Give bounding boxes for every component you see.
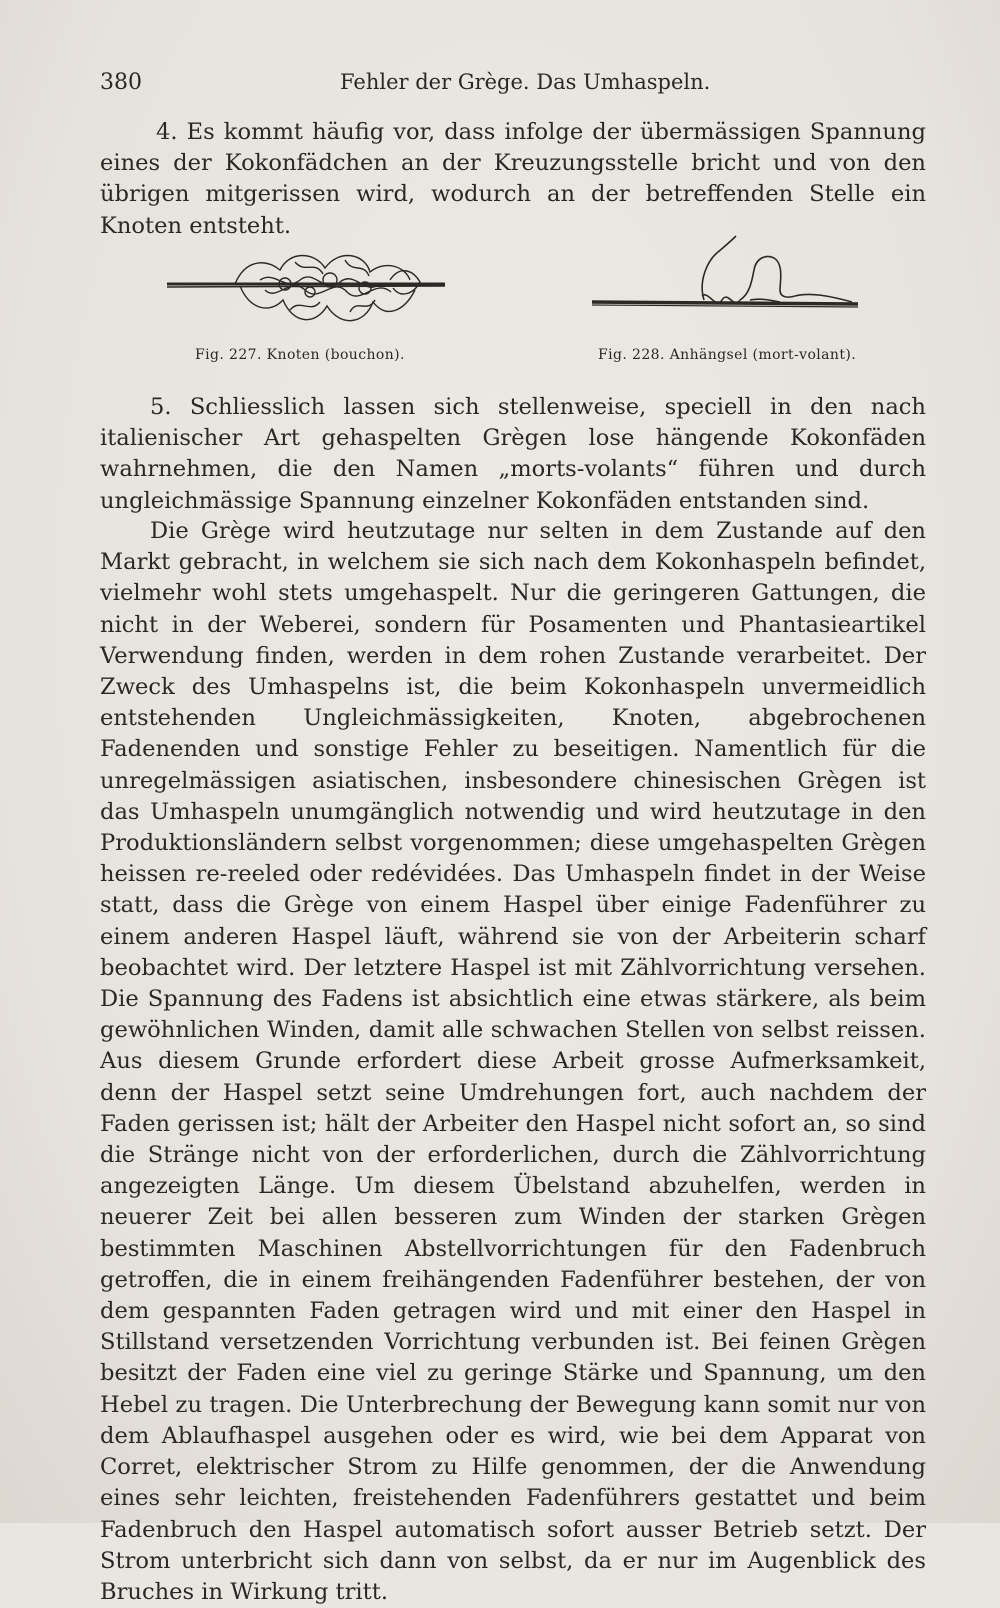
page-header	[100, 70, 930, 104]
figure-227-caption: Fig. 227. Knoten (bouchon).	[195, 347, 405, 363]
page-number: 380	[100, 70, 142, 95]
running-head: Fehler der Grège. Das Umhaspeln.	[340, 70, 711, 94]
paragraph-item-4: 4. Es kommt häufig vor, dass infolge der übermässigen Spannung eines der Kokonfädchen an der Kreuzungsstelle bricht und von den übrigen mitgerissen wird, wodurch an der betreffenden Stelle ein Knoten entsteht.	[100, 119, 926, 239]
figure-228-caption: Fig. 228. Anhängsel (mort-volant).	[598, 347, 857, 363]
paragraph-body: Die Grège wird heutzutage nur selten in dem Zustande auf den Markt gebracht, in welchem sie sich nach dem Kokonhaspeln befindet, vielmehr wohl stets umgehaspelt. Nur die geringeren Gattungen, die nicht in der Weberei, sondern für Posamenten und Phantasieartikel Verwendung finden, werden in dem rohen Zustande verarbeitet. Der Zweck des Umhaspelns ist, die beim Kokonhaspeln unvermeidlich entstehenden Ungleichmässigkeiten, Knoten, abgebrochenen Fadenenden und sonstige Fehler zu beseitigen. Namentlich für die unregelmässigen asiatischen, insbesondere chinesischen Grègen ist das Umhaspeln unumgänglich notwendig und wird heutzutage in den Produktionsländern selbst vorgenommen; diese umgehaspelten Grègen heissen re-reeled oder redévidées. Das Umhaspeln findet in der Weise statt, dass die Grège von einem Haspel über einige Fadenführer zu einem anderen Haspel läuft, während sie von der Arbeiterin scharf beobachtet wird. Der letztere Haspel ist mit Zählvorrichtung versehen. Die Spannung des Fadens ist absichtlich eine etwas stärkere, als beim gewöhnlichen Winden, damit alle schwachen Stellen von selbst reissen. Aus diesem Grunde erfordert diese Arbeit grosse Aufmerksamkeit, denn der Haspel setzt seine Umdrehungen fort, auch nachdem der Faden gerissen ist; hält der Arbeiter den Haspel nicht sofort an, so sind die Stränge nicht von der erforderlichen, durch die Zählvorrichtung angezeigten Länge. Um diesem Übelstand abzuhelfen, werden in neuerer Zeit bei allen besseren zum Winden der starken Grègen bestimmten Maschinen Abstellvorrichtungen für den Fadenbruch getroffen, die in einem freihängenden Fadenführer bestehen, der von dem gespannten Faden getragen wird und mit einer den Haspel in Stillstand versetzenden Vorrichtung verbunden ist. Bei feinen Grègen besitzt der Faden eine viel zu geringe Stärke und Spannung, um den Hebel zu tragen. Die Unterbrechung der Bewegung kann somit nur von dem Ablaufhaspel ausgehen oder es wird, wie bei dem Apparat von Corret, elektrischer Strom zu Hilfe genommen, der die Anwendung eines sehr leichten, freistehenden Fadenführers gestattet und beim Fadenbruch den Haspel automatisch sofort ausser Betrieb setzt. Der Strom unterbricht sich dann von selbst, da er nur im Augenblick des Bruches in Wirkung tritt.	[100, 518, 926, 1605]
paragraph-item-5: 5. Schliesslich lassen sich stellenweise, speciell in den nach italienischer Art gehaspelten Grègen lose hängende Kokonfäden wahrnehmen, die den Namen „morts-volants“ führen und durch ungleichmässige Spannung einzelner Kokonfäden entstanden sind.	[100, 394, 926, 514]
figure-227-knot-icon	[165, 240, 455, 340]
figure-228-loop-icon	[590, 230, 865, 330]
